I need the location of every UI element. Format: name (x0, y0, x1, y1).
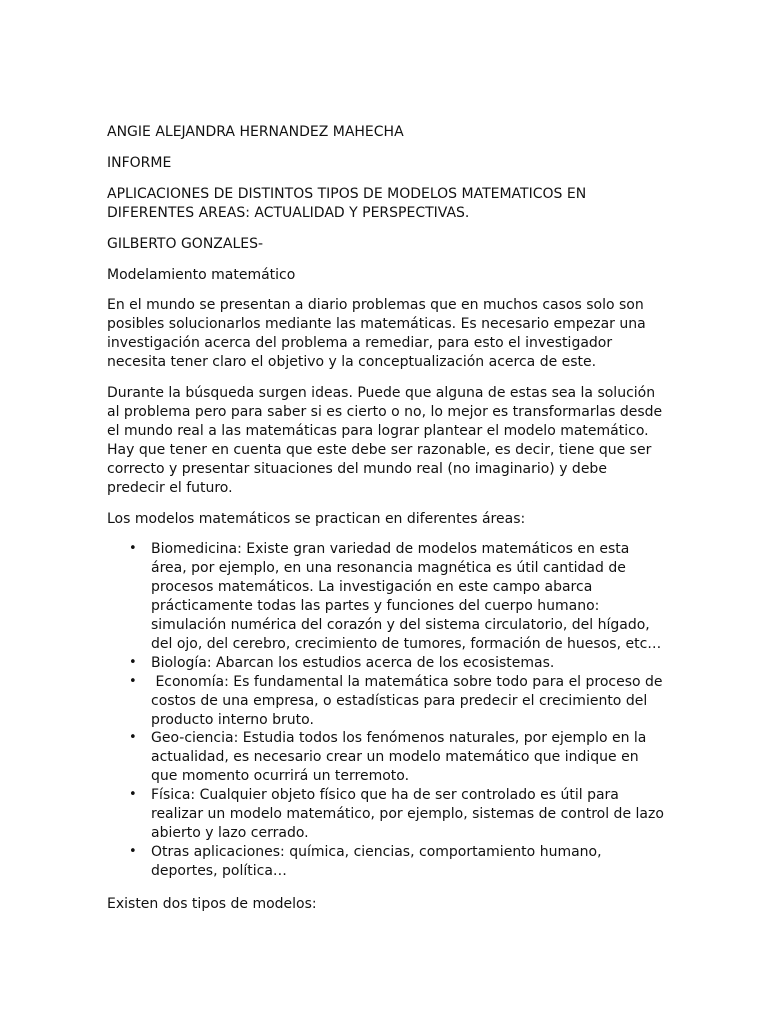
document-body (107, 123, 667, 926)
list-item-fisica (129, 786, 667, 843)
paragraph-intro: En el mundo se presentan a diario problemas que en muchos casos solo son posibles solucionarlos mediante las matemáticas. Es necesario empezar una investigación acerca del problema a remediar, para esto el investigador necesita tener claro el objetivo y la conceptualización acerca de este. (107, 297, 646, 371)
bullet-icon: • (129, 787, 137, 803)
bullet-icon: • (129, 654, 137, 670)
bullet-icon: • (129, 541, 137, 557)
document-title: APLICACIONES DE DISTINTOS TIPOS DE MODELOS MATEMATICOS EN DIFERENTES AREAS: ACTUALIDAD Y PERSPECTIVAS. (107, 185, 587, 221)
list-item-text: Biomedicina: Existe gran variedad de modelos matemáticos en esta área, por ejemplo, en una resonancia magnética es útil cantidad de procesos matemáticos. La investigación en este campo abarca prácticamente todas las partes y funciones del cuerpo humano: simulación numérica del corazón y del sistema circulatorio, del hígado, del ojo, del cerebro, crecimiento de tumores, formación de huesos, etc… (151, 541, 662, 652)
list-item-text: Geo-ciencia: Estudia todos los fenómenos naturales, por ejemplo en la actualidad, es necesario crear un modelo matemático que indique en que momento ocurrirá un terremoto. (151, 730, 647, 785)
author-name: ANGIE ALEJANDRA HERNANDEZ MAHECHA (107, 124, 404, 140)
bullet-icon: • (129, 673, 137, 689)
paragraph-ideas: Durante la búsqueda surgen ideas. Puede que alguna de estas sea la solución al problema pero para saber si es cierto o no, lo mejor es transformarlas desde el mundo real a las matemáticas para lograr plantear el modelo matemático. Hay que tener en cuenta que este debe ser razonable, es decir, tiene que ser correcto y presentar situaciones del mundo real (no imaginario) y debe predecir el futuro. (107, 385, 663, 496)
list-item-biomedicina (129, 540, 667, 653)
list-item-text: Economía: Es fundamental la matemática sobre todo para el proceso de costos de una empresa, o estadísticas para predecir el crecimiento del producto interno bruto. (151, 673, 667, 728)
list-item-biologia (129, 654, 667, 673)
bullet-icon: • (129, 843, 137, 859)
list-item-geociencia (129, 729, 667, 786)
closing-line: Existen dos tipos de modelos: (107, 895, 317, 912)
section-heading: Modelamiento matemático (107, 266, 296, 283)
bullet-icon: • (129, 730, 137, 746)
list-item-otras (129, 843, 667, 881)
list-item-text: Otras aplicaciones: química, ciencias, comportamiento humano, deportes, política… (151, 843, 602, 879)
areas-list (107, 540, 667, 880)
source-author: GILBERTO GONZALES- (107, 235, 264, 252)
areas-intro: Los modelos matemáticos se practican en diferentes áreas: (107, 510, 526, 527)
list-item-economia (129, 673, 667, 730)
document-type: INFORME (107, 154, 172, 171)
list-item-text: Biología: Abarcan los estudios acerca de los ecosistemas. (151, 654, 555, 671)
list-item-text: Física: Cualquier objeto físico que ha de ser controlado es útil para realizar un modelo matemático, por ejemplo, sistemas de control de lazo abierto y lazo cerrado. (151, 787, 664, 841)
